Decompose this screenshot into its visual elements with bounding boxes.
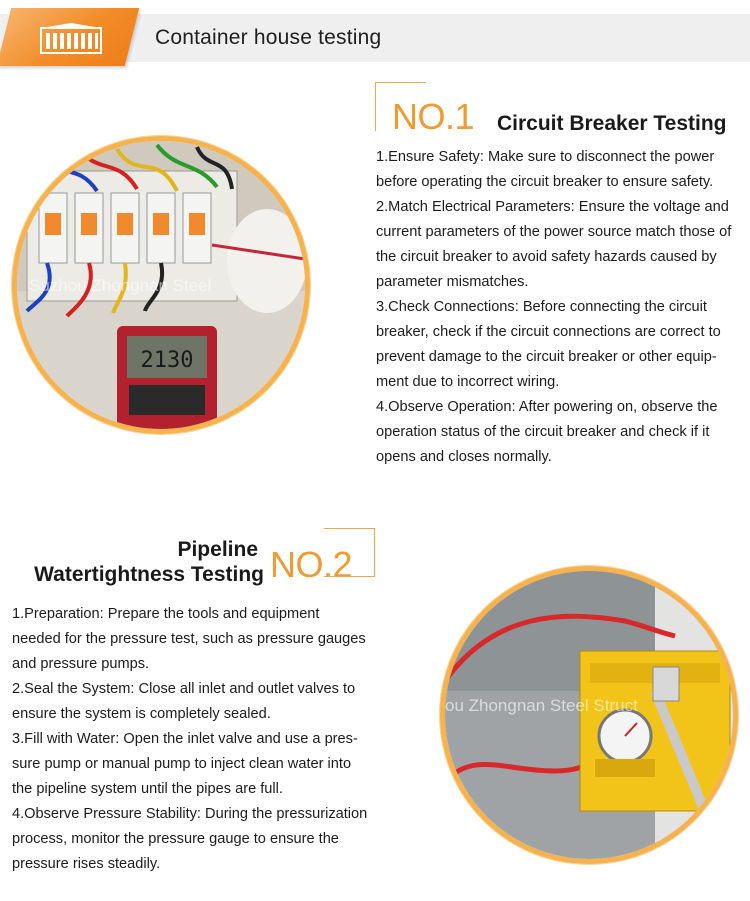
section2-text [12, 602, 372, 877]
multimeter [117, 326, 217, 429]
pump-box [580, 651, 730, 831]
page-header [0, 0, 750, 90]
circuit-breaker-illustration [17, 141, 305, 429]
photo1-watermark: Suzhou Zhongnan Steel [29, 276, 212, 295]
section2-step-3: 3.Fill with Water: Open the inlet valve and use a pres-sure pump or manual pump to inject clean water into the pipeline system until the pipes are full. [12, 731, 358, 797]
section2-number: NO.2 [270, 544, 353, 585]
section1-step-4: 4.Observe Operation: After powering on, observe the operation status of the circuit breaker and check if it opens and closes normally. [376, 399, 718, 465]
breaker-row [39, 193, 211, 263]
page-title: Container house testing [155, 26, 382, 49]
section2-number-frame-top [324, 528, 374, 529]
container-house-icon [40, 22, 102, 54]
section2-step-2: 2.Seal the System: Close all inlet and outlet valves to ensure the system is completely sealed. [12, 681, 356, 722]
section1-title: Circuit Breaker Testing [497, 112, 727, 135]
section1-step-2: 2.Match Electrical Parameters: Ensure the voltage and current parameters of the power source match those of the circuit breaker to avoid safety hazards caused by parameter mismatches. [376, 199, 732, 290]
section2-title-line1: Pipeline [177, 538, 258, 561]
section2-number-frame [324, 528, 375, 577]
section1-step-1: 1.Ensure Safety: Make sure to disconnect the power before operating the circuit breaker to ensure safety. [376, 149, 715, 190]
section1-text [376, 145, 742, 470]
pressure-pump-photo [440, 566, 738, 864]
section2-step-1: 1.Preparation: Prepare the tools and equipment needed for the pressure test, such as pressure gauges and pressure pumps. [12, 606, 366, 672]
pressure-pump-illustration [445, 571, 733, 859]
multimeter-reading: 2130 [140, 348, 194, 373]
section2-step-4: 4.Observe Pressure Stability: During the pressurization process, monitor the pressure gauge to ensure the pressure rises steadily. [12, 806, 368, 872]
section1-step-3: 3.Check Connections: Before connecting the circuit breaker, check if the circuit connections are correct to prevent damage to the circuit breaker or other equip-ment due to incorrect wiring. [376, 299, 721, 390]
section1-number: NO.1 [392, 96, 475, 137]
photo2-watermark: ou Zhongnan Steel Struct [445, 696, 638, 715]
section2-title-line2: Watertightness Testing [34, 563, 264, 586]
circuit-breaker-photo [12, 136, 310, 434]
